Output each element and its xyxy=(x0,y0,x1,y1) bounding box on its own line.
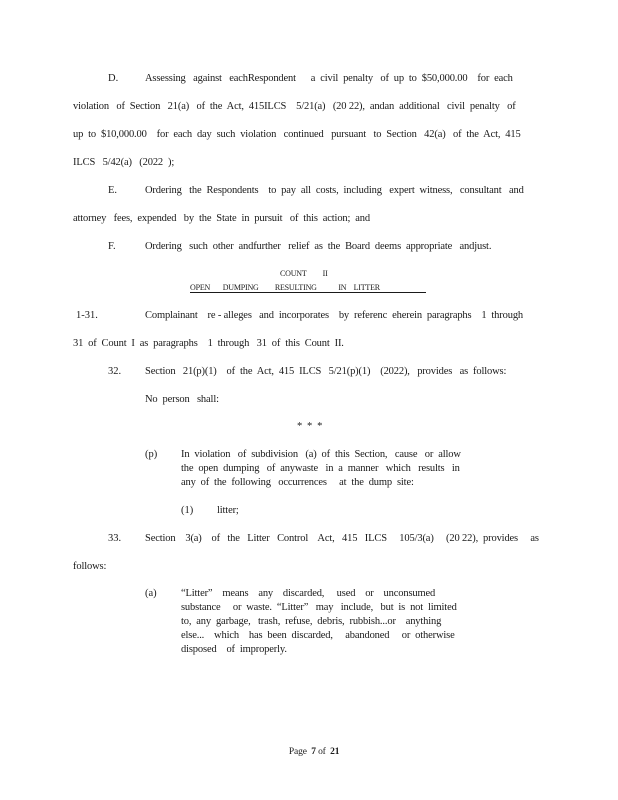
para-32-sub-line-1: In violation of subdivision (a) of this Section, cause or allow xyxy=(181,449,461,460)
para-33-number: 33. xyxy=(108,533,122,544)
para-33-sub-label: (a) xyxy=(145,588,157,599)
page-total: 21 xyxy=(330,747,340,757)
item-e-letter: E. xyxy=(108,185,118,196)
para-1-31-line-2: 31 of Count I as paragraphs 1 through 31 of this Count II. xyxy=(73,338,344,349)
item-f-line-1: Ordering such other andfurther relief as the Board deems appropriate andjust. xyxy=(145,241,492,252)
para-32-line-1: Section 21(p)(1) of the Act, 415 ILCS 5/21(p)(1) (2022), provides as follows: xyxy=(145,366,507,377)
item-d-line-4: ILCS 5/42(a) (2022 ); xyxy=(73,157,175,168)
item-f-letter: F. xyxy=(108,241,116,252)
page-of: of xyxy=(318,747,331,757)
para-32-line-2: No person shall: xyxy=(145,394,219,405)
item-d-line-2: violation of Section 21(a) of the Act, 415ILCS 5/21(a) (20 22), andan additional civil penalty of xyxy=(73,101,516,112)
para-1-31-number: 1-31. xyxy=(76,310,98,321)
para-33-sub-line-4: else... which has been discarded, abandoned or otherwise xyxy=(181,630,455,641)
item-d-line-1: Assessing against eachRespondent a civil penalty of up to $50,000.00 for each xyxy=(145,73,513,84)
page-current: 7 xyxy=(311,747,316,757)
para-33-sub-line-2: substance or waste. “Litter” may include, but is not limited xyxy=(181,602,457,613)
para-33-sub-line-3: to, any garbage, trash, refuse, debris, rubbish...or anything xyxy=(181,616,442,627)
para-33-sub-line-1: “Litter” means any discarded, used or unconsumed xyxy=(181,588,436,599)
para-33-line-1: Section 3(a) of the Litter Control Act, 415 ILCS 105/3(a) (20 22), provides as xyxy=(145,533,539,544)
page-prefix: Page xyxy=(288,747,312,757)
count-heading-number: COUNT II xyxy=(280,269,328,278)
item-d-line-3: up to $10,000.00 for each day such violation continued pursuant to Section 42(a) of the Act, 415 xyxy=(73,129,521,140)
para-32-sub-line-3: any of the following occurrences at the dump site: xyxy=(181,477,414,488)
item-e-line-2: attorney fees, expended by the State in pursuit of this action; and xyxy=(73,213,370,224)
para-32-sub-line-2: the open dumping of anywaste in a manner which results in xyxy=(181,463,460,474)
para-33-sub-line-5: disposed of improperly. xyxy=(181,644,287,655)
item-e-line-1: Ordering the Respondents to pay all costs, including expert witness, consultant and xyxy=(145,185,524,196)
para-33-line-2: follows: xyxy=(73,561,107,572)
para-32-item-1-text: litter; xyxy=(217,505,239,516)
count-heading-title: OPEN DUMPING RESULTING IN LITTER xyxy=(190,283,426,293)
page-footer xyxy=(280,737,339,767)
para-32-number: 32. xyxy=(108,366,122,377)
item-d-letter: D. xyxy=(108,73,119,84)
asterisks-separator: * * * xyxy=(297,421,323,432)
para-32-item-1-label: (1) xyxy=(181,505,194,516)
para-32-sub-label: (p) xyxy=(145,449,158,460)
para-1-31-line-1: Complainant re - alleges and incorporates by referenc eherein paragraphs 1 through xyxy=(145,310,524,321)
